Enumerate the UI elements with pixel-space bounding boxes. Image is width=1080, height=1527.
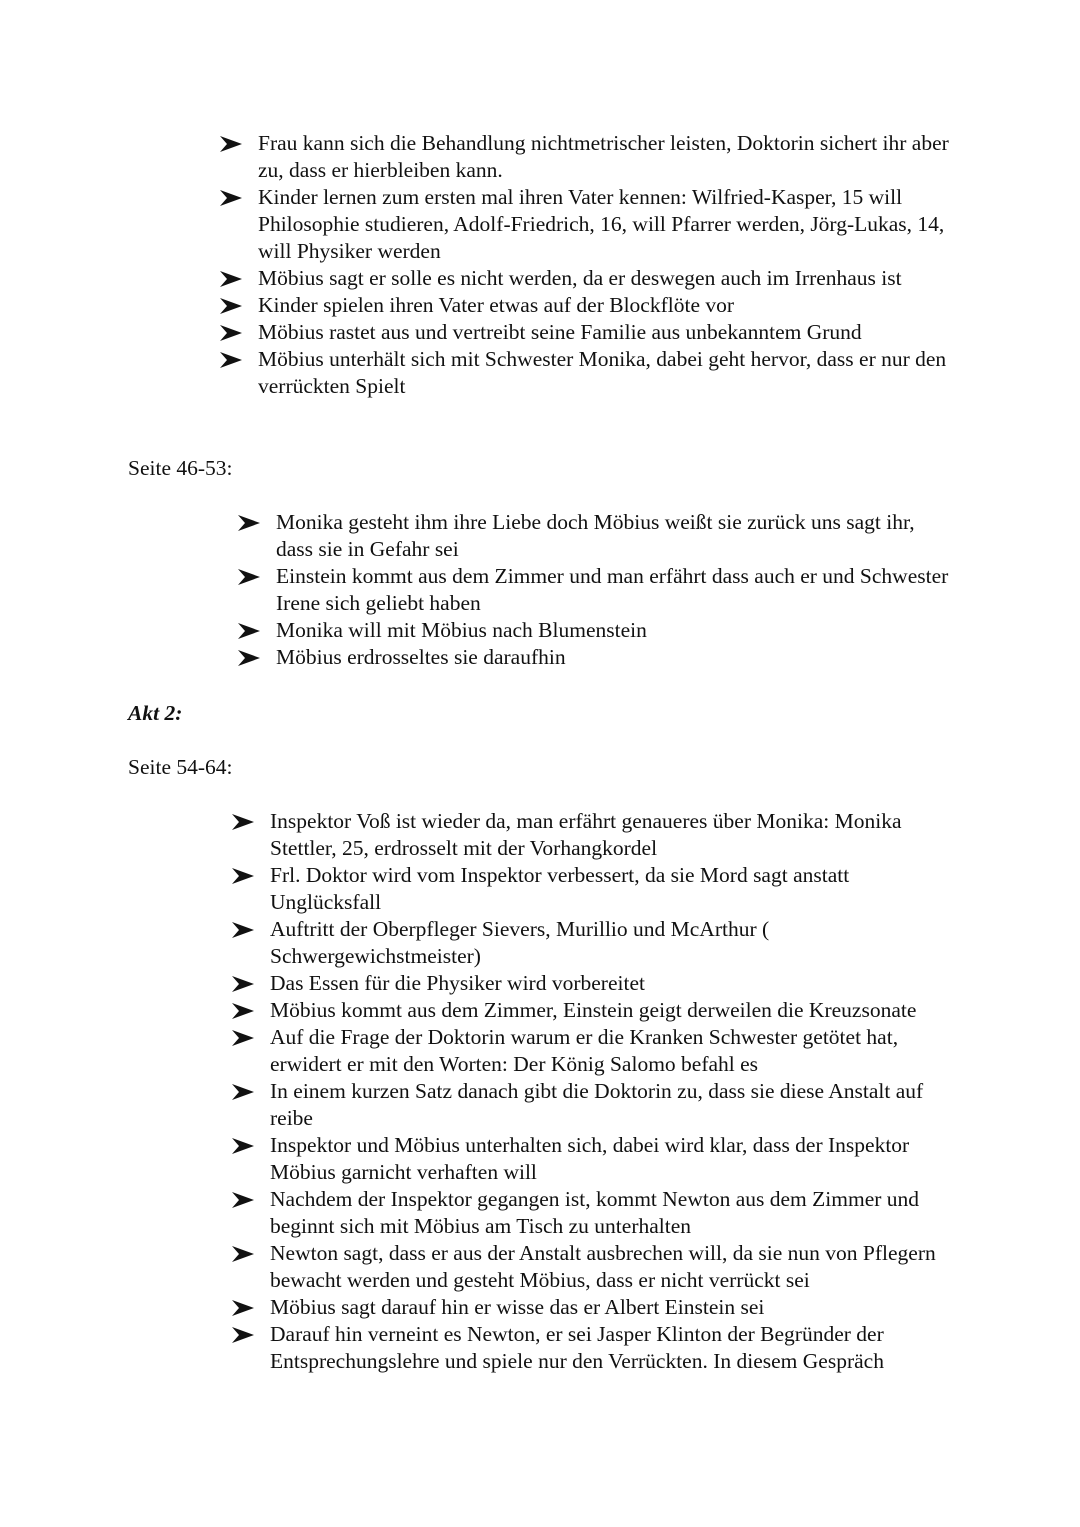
arrow-bullet-icon [232, 1024, 254, 1051]
arrow-bullet-icon [232, 970, 254, 997]
arrow-bullet-icon [220, 130, 242, 157]
list-item: Möbius rastet aus und vertreibt seine Familie aus unbekanntem Grund [220, 319, 950, 346]
arrow-bullet-icon [232, 1078, 254, 1105]
arrow-bullet-icon [220, 346, 242, 373]
list-item: Kinder spielen ihren Vater etwas auf der Blockflöte vor [220, 292, 950, 319]
bullet-list-section-1 [220, 130, 950, 400]
list-item: Nachdem der Inspektor gegangen ist, kommt Newton aus dem Zimmer und beginnt sich mit Möbius am Tisch zu unterhalten [232, 1186, 954, 1240]
list-item: Monika will mit Möbius nach Blumenstein [238, 617, 950, 644]
list-item: Möbius unterhält sich mit Schwester Monika, dabei geht hervor, dass er nur den verrückten Spielt [220, 346, 950, 400]
arrow-bullet-icon [232, 1132, 254, 1159]
list-item: Möbius sagt darauf hin er wisse das er Albert Einstein sei [232, 1294, 954, 1321]
list-item: Möbius kommt aus dem Zimmer, Einstein geigt derweilen die Kreuzsonate [232, 997, 954, 1024]
arrow-bullet-icon [238, 644, 260, 671]
list-item: Möbius sagt er solle es nicht werden, da er deswegen auch im Irrenhaus ist [220, 265, 950, 292]
arrow-bullet-icon [232, 1186, 254, 1213]
arrow-bullet-icon [238, 617, 260, 644]
act-heading: Akt 2: [128, 701, 183, 725]
list-item: Monika gesteht ihm ihre Liebe doch Möbius weißt sie zurück uns sagt ihr, dass sie in Gefahr sei [238, 509, 950, 563]
list-item: Inspektor Voß ist wieder da, man erfährt genaueres über Monika: Monika Stettler, 25, erdrosselt mit der Vorhangkordel [232, 808, 954, 862]
list-item: Auf die Frage der Doktorin warum er die Kranken Schwester getötet hat, erwidert er mit den Worten: Der König Salomo befahl es [232, 1024, 954, 1078]
list-item: In einem kurzen Satz danach gibt die Doktorin zu, dass sie diese Anstalt auf reibe [232, 1078, 954, 1132]
list-item: Frau kann sich die Behandlung nichtmetrischer leisten, Doktorin sichert ihr aber zu, dass er hierbleiben kann. [220, 130, 950, 184]
arrow-bullet-icon [232, 997, 254, 1024]
list-item: Darauf hin verneint es Newton, er sei Jasper Klinton der Begründer der Entsprechungslehre und spiele nur den Verrückten. In diesem Gespräch [232, 1321, 954, 1375]
arrow-bullet-icon [232, 1240, 254, 1267]
section-heading-seite-54-64: Seite 54-64: [128, 755, 233, 779]
list-item: Frl. Doktor wird vom Inspektor verbessert, da sie Mord sagt anstatt Unglücksfall [232, 862, 954, 916]
arrow-bullet-icon [232, 862, 254, 889]
list-item: Möbius erdrosseltes sie daraufhin [238, 644, 950, 671]
list-item: Newton sagt, dass er aus der Anstalt ausbrechen will, da sie nun von Pflegern bewacht werden und gesteht Möbius, dass er nicht verrückt sei [232, 1240, 954, 1294]
section-heading-seite-46-53: Seite 46-53: [128, 456, 233, 480]
arrow-bullet-icon [220, 319, 242, 346]
list-item: Einstein kommt aus dem Zimmer und man erfährt dass auch er und Schwester Irene sich geliebt haben [238, 563, 950, 617]
arrow-bullet-icon [232, 1294, 254, 1321]
bullet-list-section-3 [232, 808, 954, 1375]
arrow-bullet-icon [238, 563, 260, 590]
bullet-list-section-2 [238, 509, 950, 671]
arrow-bullet-icon [232, 808, 254, 835]
arrow-bullet-icon [232, 916, 254, 943]
arrow-bullet-icon [220, 265, 242, 292]
arrow-bullet-icon [220, 184, 242, 211]
list-item: Kinder lernen zum ersten mal ihren Vater kennen: Wilfried-Kasper, 15 will Philosophie studieren, Adolf-Friedrich, 16, will Pfarrer werden, Jörg-Lukas, 14, will Physiker werden [220, 184, 950, 265]
list-item: Das Essen für die Physiker wird vorbereitet [232, 970, 954, 997]
list-item: Inspektor und Möbius unterhalten sich, dabei wird klar, dass der Inspektor Möbius garnicht verhaften will [232, 1132, 954, 1186]
arrow-bullet-icon [220, 292, 242, 319]
arrow-bullet-icon [238, 509, 260, 536]
list-item: Auftritt der Oberpfleger Sievers, Murillio und McArthur ( Schwergewichstmeister) [232, 916, 954, 970]
arrow-bullet-icon [232, 1321, 254, 1348]
